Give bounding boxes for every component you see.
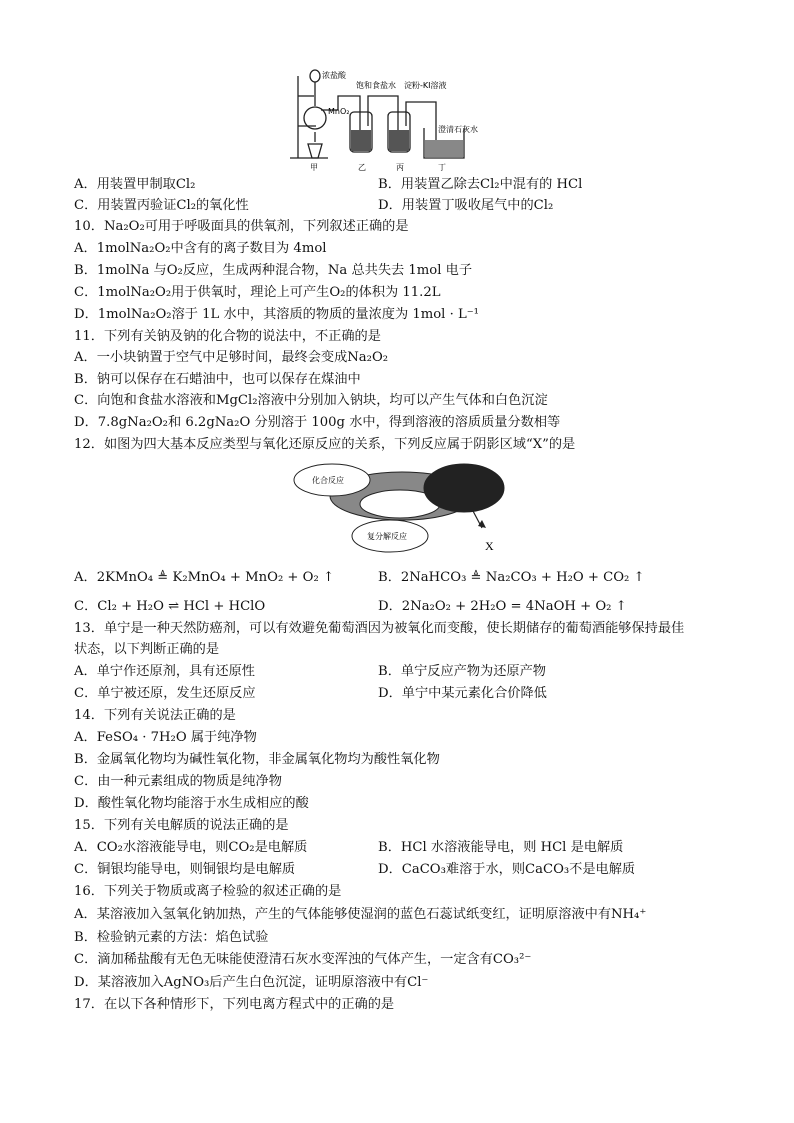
label-yi: 乙 <box>358 163 366 172</box>
label-x: X <box>485 539 494 553</box>
q13-option-b: B．单宁反应产物为还原产物 <box>378 664 546 679</box>
label-double-decomposition: 复分解反应 <box>367 532 407 541</box>
q16-stem: 16．下列关于物质或离子检验的叙述正确的是 <box>74 884 342 899</box>
q10-option-c: C．1molNa₂O₂用于供氧时，理论上可产生O₂的体积为 11.2L <box>74 285 441 300</box>
q15-option-d: D．CaCO₃难溶于水，则CaCO₃不是电解质 <box>378 862 636 877</box>
q14-stem: 14．下列有关说法正确的是 <box>74 708 236 723</box>
q9-option-d: D．用装置丁吸收尾气中的Cl₂ <box>378 198 554 213</box>
label-bing: 丙 <box>396 163 404 172</box>
q13-stem-line1: 13．单宁是一种天然防癌剂，可以有效避免葡萄酒因为被氧化而变酸，使长期储存的葡萄酒能够保持最佳 <box>74 621 685 636</box>
reaction-type-diagram <box>292 458 512 558</box>
q15-option-b: B．HCl 水溶液能导电，则 HCl 是电解质 <box>378 840 624 855</box>
q14-option-a: A．FeSO₄ · 7H₂O 属于纯净物 <box>74 730 257 745</box>
q11-option-d: D．7.8gNa₂O₂和 6.2gNa₂O 分别溶于 100g 水中，得到溶液的溶质质量分数相等 <box>74 415 561 430</box>
label-mno2: MnO₂ <box>328 107 350 116</box>
q10-option-d: D．1molNa₂O₂溶于 1L 水中，其溶质的物质的量浓度为 1mol · L⁻¹ <box>74 307 479 322</box>
q11-option-b: B．钠可以保存在石蜡油中，也可以保存在煤油中 <box>74 372 361 387</box>
q12-option-a: A．2KMnO₄ ≜ K₂MnO₄ + MnO₂ + O₂ ↑ <box>74 570 335 585</box>
q13-option-a: A．单宁作还原剂，具有还原性 <box>74 664 255 679</box>
q16-option-a: A．某溶液加入氢氧化钠加热，产生的气体能够使湿润的蓝色石蕊试纸变红，证明原溶液中有NH₄⁺ <box>74 907 647 922</box>
q15-option-c: C．铜银均能导电，则铜银均是电解质 <box>74 862 296 877</box>
q11-option-a: A．一小块钠置于空气中足够时间，最终会变成Na₂O₂ <box>74 350 389 365</box>
q11-stem: 11．下列有关钠及钠的化合物的说法中，不正确的是 <box>74 329 381 344</box>
q16-option-c: C．滴加稀盐酸有无色无味能使澄清石灰水变浑浊的气体产生，一定含有CO₃²⁻ <box>74 952 532 967</box>
label-ding: 丁 <box>438 163 446 172</box>
q13-option-d: D．单宁中某元素化合价降低 <box>378 686 547 701</box>
label-limewater: 澄清石灰水 <box>438 125 478 134</box>
q15-stem: 15．下列有关电解质的说法正确的是 <box>74 818 289 833</box>
q14-option-d: D．酸性氧化物均能溶于水生成相应的酸 <box>74 796 309 811</box>
label-ki: 淀粉-KI溶液 <box>404 81 447 90</box>
q9-option-b: B．用装置乙除去Cl₂中混有的 HCl <box>378 177 583 192</box>
label-acid: 浓盐酸 <box>322 71 346 80</box>
q12-option-b: B．2NaHCO₃ ≜ Na₂CO₃ + H₂O + CO₂ ↑ <box>378 570 645 585</box>
label-brine: 饱和食盐水 <box>356 81 396 90</box>
q12-stem: 12．如图为四大基本反应类型与氧化还原反应的关系，下列反应属于阴影区域“X”的是 <box>74 437 576 452</box>
label-jia: 甲 <box>310 163 318 172</box>
q12-option-c: C．Cl₂ + H₂O ⇌ HCl + HClO <box>74 599 266 614</box>
q9-option-c: C．用装置丙验证Cl₂的氧化性 <box>74 198 249 213</box>
q10-option-a: A．1molNa₂O₂中含有的离子数目为 4mol <box>74 241 327 256</box>
q16-option-b: B．检验钠元素的方法：焰色试验 <box>74 930 269 945</box>
label-combination-reaction: 化合反应 <box>312 476 344 485</box>
q17-stem: 17．在以下各种情形下，下列电离方程式中的正确的是 <box>74 997 395 1012</box>
q10-option-b: B．1molNa 与O₂反应，生成两种混合物，Na 总共失去 1mol 电子 <box>74 263 473 278</box>
q14-option-b: B．金属氧化物均为碱性氧化物，非金属氧化物均为酸性氧化物 <box>74 752 440 767</box>
q12-option-d: D．2Na₂O₂ + 2H₂O = 4NaOH + O₂ ↑ <box>378 599 627 614</box>
q10-stem: 10．Na₂O₂可用于呼吸面具的供氧剂，下列叙述正确的是 <box>74 219 409 234</box>
q9-option-a: A．用装置甲制取Cl₂ <box>74 177 196 192</box>
q11-option-c: C．向饱和食盐水溶液和MgCl₂溶液中分别加入钠块，均可以产生气体和白色沉淀 <box>74 393 548 408</box>
q14-option-c: C．由一种元素组成的物质是纯净物 <box>74 774 282 789</box>
q13-option-c: C．单宁被还原，发生还原反应 <box>74 686 256 701</box>
apparatus-figure <box>288 66 510 174</box>
q13-stem-line2: 状态，以下判断正确的是 <box>74 642 220 657</box>
q15-option-a: A．CO₂水溶液能导电，则CO₂是电解质 <box>74 840 308 855</box>
q16-option-d: D．某溶液加入AgNO₃后产生白色沉淀，证明原溶液中有Cl⁻ <box>74 975 429 990</box>
